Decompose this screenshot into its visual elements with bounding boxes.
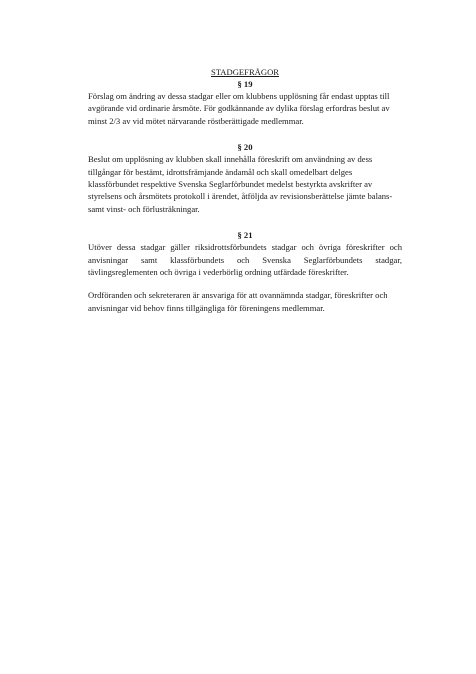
section-number-20: § 20 bbox=[237, 142, 253, 153]
section-20-line-5: samt vinst- och förlusträkningar. bbox=[88, 203, 200, 214]
section-20-line-4: styrelsens och årsmötets protokoll i ärendet, åtföljda av revisionsberättelse jämte balans- bbox=[88, 191, 393, 202]
section-20-line-3: klassförbundet respektive Svenska Seglarförbundet medelst bestyrkta avskrifter av bbox=[88, 179, 373, 190]
section-21-line-3: tävlingsreglementen och övriga i vederbörlig ordning utfärdade föreskrifter. bbox=[88, 267, 349, 278]
section-19-paragraph bbox=[88, 90, 402, 127]
closing-line-1: Ordföranden och sekreteraren är ansvariga för att ovannämnda stadgar, föreskrifter och bbox=[88, 290, 388, 301]
spacer bbox=[88, 278, 402, 289]
spacer bbox=[88, 127, 402, 141]
closing-paragraph bbox=[88, 289, 402, 314]
section-number-21: § 21 bbox=[237, 230, 253, 241]
spacer bbox=[88, 215, 402, 229]
section-20-line-2: tillgångar för bestämt, idrottsfrämjande ändamål och skall omedelbart delges bbox=[88, 166, 353, 177]
closing-line-2: anvisningar vid behov finns tillgängliga för föreningens medlemmar. bbox=[88, 302, 325, 313]
section-21-paragraph bbox=[88, 241, 402, 278]
section-19-line-3: minst 2/3 av vid mötet närvarande röstberättigade medlemmar. bbox=[88, 115, 304, 126]
section-21-line-1: Utöver dessa stadgar gäller riksidrottsförbundets stadgar och övriga föreskrifter och bbox=[88, 242, 402, 253]
section-number-19: § 19 bbox=[237, 79, 253, 89]
section-20-line-1: Beslut om upplösning av klubben skall innehålla föreskrift om användning av dess bbox=[88, 154, 373, 165]
page-heading: STADGEFRÅGOR bbox=[210, 67, 280, 77]
section-19-line-2: avgörande vid ordinarie årsmöte. För godkännande av dylika förslag erfordras beslut av bbox=[88, 103, 390, 114]
section-20-paragraph bbox=[88, 153, 402, 215]
section-21-line-2: anvisningar samt klassförbundets och Svenska Seglarförbundets stadgar, bbox=[88, 254, 402, 265]
section-19-line-1: Förslag om ändring av dessa stadgar eller om klubbens upplösning får endast upptas till bbox=[88, 91, 390, 101]
document-content bbox=[88, 66, 402, 314]
